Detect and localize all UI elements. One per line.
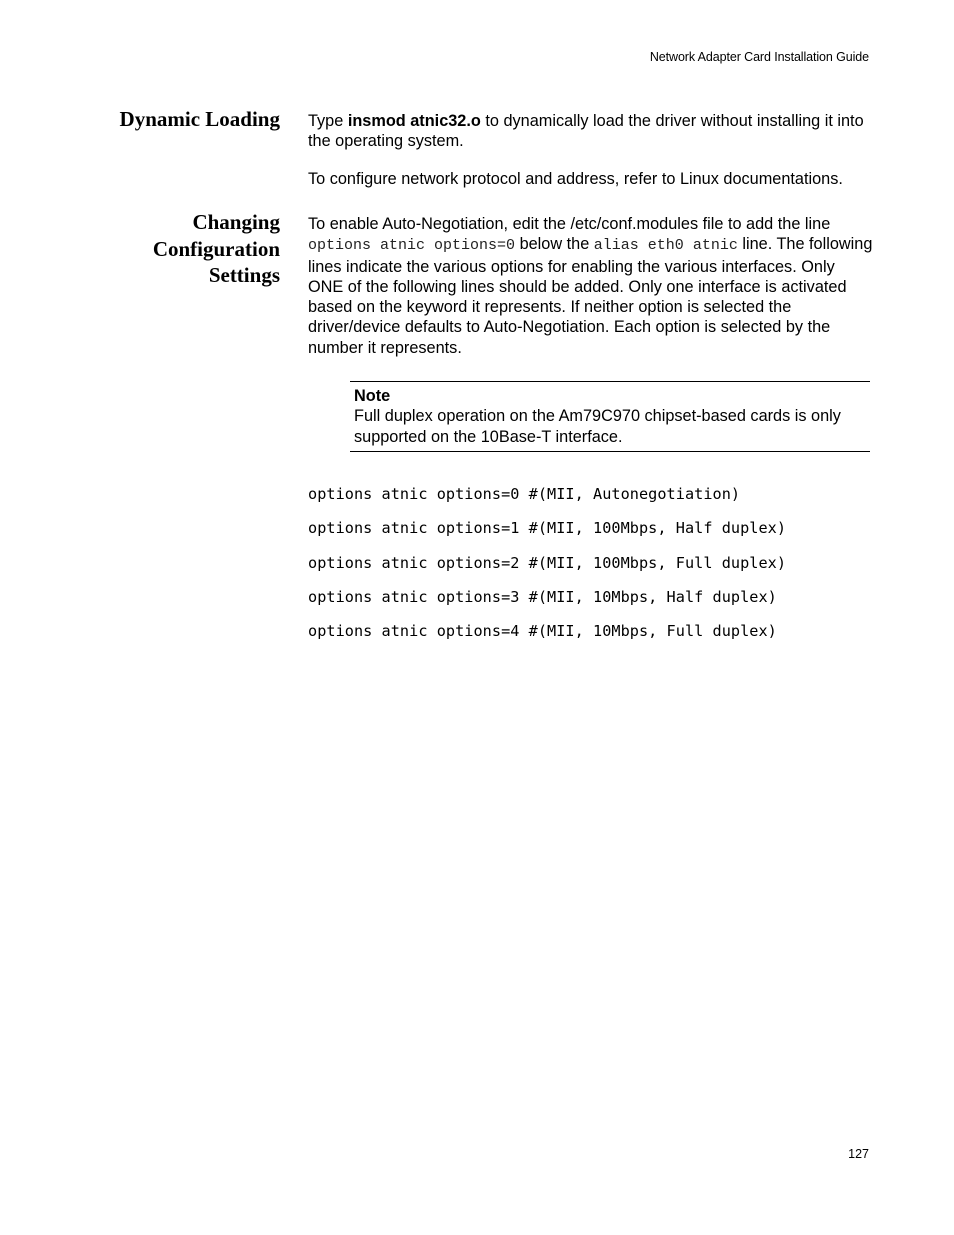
note-title: Note xyxy=(354,387,391,405)
text-segment: to dynamically load the driver without installing it into the operating system. xyxy=(308,112,864,151)
text-segment: Type xyxy=(308,112,348,130)
running-header: Network Adapter Card Installation Guide xyxy=(649,50,869,64)
heading-line: Changing xyxy=(192,210,280,234)
changing-config-paragraph xyxy=(308,214,873,358)
inline-code: options atnic options=0 xyxy=(308,237,516,255)
text-segment: below the xyxy=(515,235,594,254)
dynamic-loading-paragraph-1 xyxy=(308,111,873,152)
heading-line: Settings xyxy=(208,263,280,287)
code-line: options atnic options=1 #(MII, 100Mbps, Half duplex) xyxy=(308,519,787,537)
note-box xyxy=(350,381,870,452)
text-segment: To enable Auto-Negotiation, edit the /etc/conf.modules file to add the line xyxy=(308,215,831,233)
inline-code: alias eth0 atnic xyxy=(593,237,738,255)
code-line: options atnic options=2 #(MII, 100Mbps, Full duplex) xyxy=(308,554,787,572)
command-text: insmod atnic32.o xyxy=(347,112,481,130)
code-line: options atnic options=4 #(MII, 10Mbps, Full duplex) xyxy=(308,622,777,640)
note-text: Full duplex operation on the Am79C970 chipset-based cards is only supported on the 10Base-T interface. xyxy=(354,407,841,446)
code-line: options atnic options=3 #(MII, 10Mbps, Half duplex) xyxy=(308,588,777,606)
heading-dynamic-loading: Dynamic Loading xyxy=(119,107,280,131)
code-line: options atnic options=0 #(MII, Autonegotiation) xyxy=(308,485,741,503)
heading-changing-configuration-settings xyxy=(153,209,280,289)
heading-line: Configuration xyxy=(152,236,280,261)
text-segment: line. The following lines indicate the various options for enabling the various interfaces. Only ONE of the following lines should be added. Only one interface is activated based on the keyword it represents. If neither option is selected the driver/device defaults to Auto-Negotiation. Each option is selected by the number it represents. xyxy=(308,235,873,357)
page-number: 127 xyxy=(848,1147,869,1161)
dynamic-loading-paragraph-2: To configure network protocol and address, refer to Linux documentations. xyxy=(308,170,843,188)
